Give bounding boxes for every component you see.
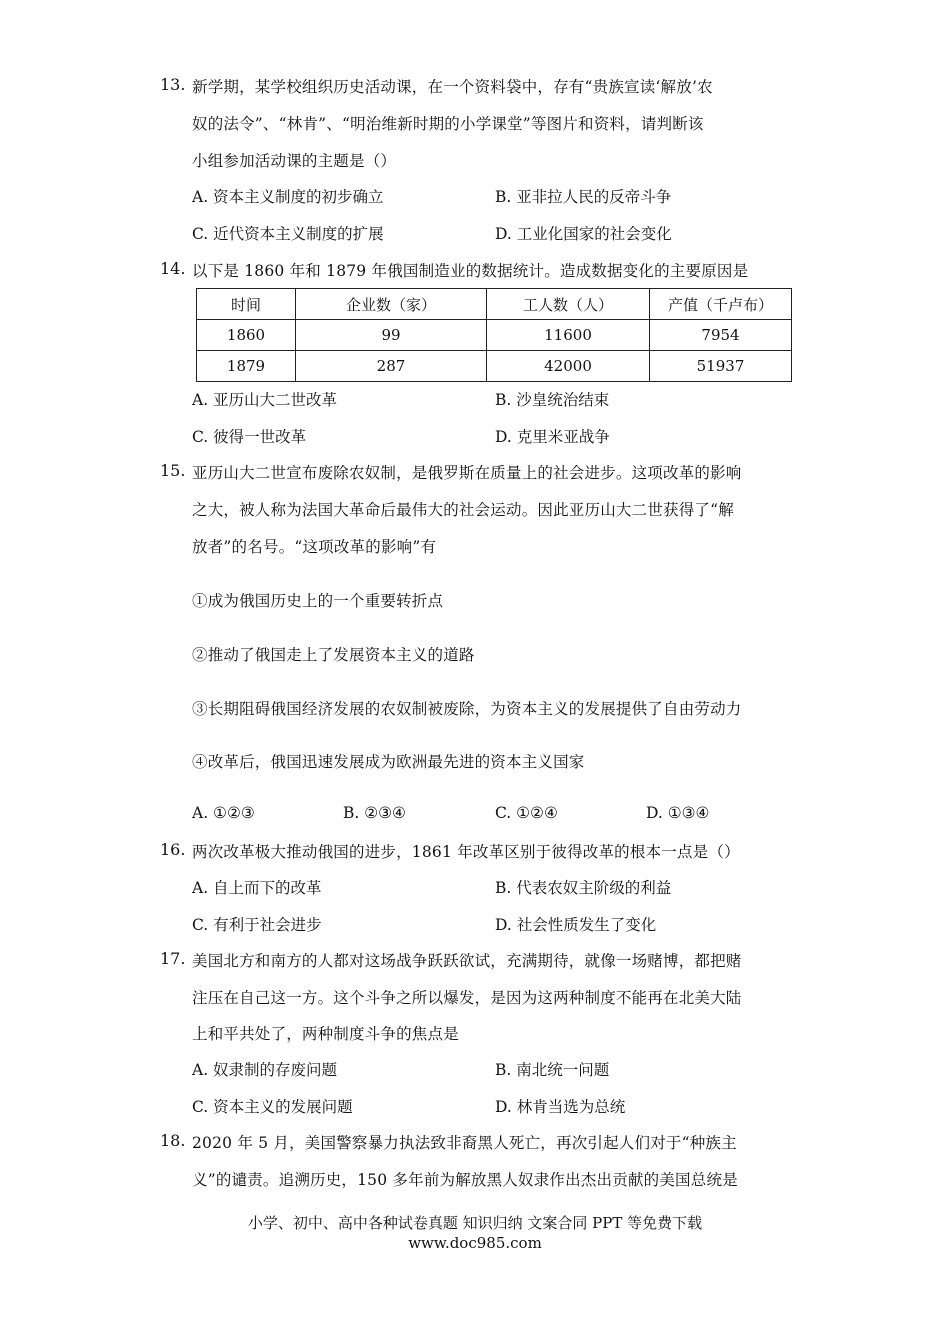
question-number: 15.: [160, 461, 186, 480]
option-d[interactable]: D. 克里米亚战争: [495, 428, 610, 446]
option-a[interactable]: A. 自上而下的改革: [192, 879, 322, 897]
data-table: [196, 288, 792, 382]
option-a[interactable]: A. 资本主义制度的初步确立: [192, 188, 384, 206]
table-cell: 287: [296, 351, 487, 382]
table-cell: 1860: [197, 320, 296, 351]
option-c[interactable]: C. ①②④: [495, 804, 558, 822]
statement-item: ③长期阻碍俄国经济发展的农奴制被废除，为资本主义的发展提供了自由劳动力: [192, 700, 742, 718]
footer-website-link[interactable]: www.doc985.com: [408, 1234, 542, 1252]
option-b[interactable]: B. 代表农奴主阶级的利益: [495, 879, 672, 897]
option-c[interactable]: C. 近代资本主义制度的扩展: [192, 225, 384, 243]
question-stem-line: 义”的谴责。追溯历史，150 多年前为解放黑人奴隶作出杰出贡献的美国总统是: [192, 1171, 738, 1189]
option-b[interactable]: B. 南北统一问题: [495, 1061, 610, 1079]
question-stem-line: 奴的法令”、“林肯”、“明治维新时期的小学课堂”等图片和资料，请判断该: [192, 115, 704, 133]
option-d[interactable]: D. 社会性质发生了变化: [495, 916, 657, 934]
statement-item: ②推动了俄国走上了发展资本主义的道路: [192, 646, 475, 664]
question-number: 17.: [160, 949, 186, 968]
option-c[interactable]: C. 彼得一世改革: [192, 428, 307, 446]
table-header-row: [197, 289, 792, 320]
question-stem-line: 上和平共处了，两种制度斗争的焦点是: [192, 1025, 459, 1043]
question-number: 13.: [160, 75, 186, 94]
question-stem-line: 放者”的名号。“这项改革的影响”有: [192, 538, 437, 556]
option-a[interactable]: A. 奴隶制的存废问题: [192, 1061, 338, 1079]
question-number: 16.: [160, 840, 186, 859]
question-stem-line: 两次改革极大推动俄国的进步，1861 年改革区别于彼得改革的根本一点是（）: [192, 843, 740, 861]
table-row: [197, 351, 792, 382]
question-stem-line: 之大，被人称为法国大革命后最伟大的社会运动。因此亚历山大二世获得了“解: [192, 501, 734, 519]
option-b[interactable]: B. ②③④: [343, 804, 406, 822]
option-d[interactable]: D. 工业化国家的社会变化: [495, 225, 672, 243]
question-stem-line: 小组参加活动课的主题是（）: [192, 152, 397, 170]
question-stem-line: 新学期，某学校组织历史活动课，在一个资料袋中，存有“贵族宣读‘解放’农: [192, 78, 713, 96]
question-stem-line: 以下是 1860 年和 1879 年俄国制造业的数据统计。造成数据变化的主要原因是: [192, 262, 749, 280]
option-b[interactable]: B. 亚非拉人民的反帝斗争: [495, 188, 672, 206]
statement-item: ④改革后，俄国迅速发展成为欧洲最先进的资本主义国家: [192, 753, 585, 771]
option-a[interactable]: A. 亚历山大二世改革: [192, 391, 338, 409]
option-a[interactable]: A. ①②③: [192, 804, 255, 822]
question-stem-line: 注压在自己这一方。这个斗争之所以爆发，是因为这两种制度不能再在北美大陆: [192, 989, 742, 1007]
table-cell: 7954: [650, 320, 792, 351]
table-cell: 99: [296, 320, 487, 351]
option-d[interactable]: D. ①③④: [646, 804, 710, 822]
table-cell: 11600: [487, 320, 650, 351]
question-number: 18.: [160, 1131, 186, 1150]
option-c[interactable]: C. 资本主义的发展问题: [192, 1098, 353, 1116]
question-stem-line: 美国北方和南方的人都对这场战争跃跃欲试，充满期待，就像一场赌博，都把赌: [192, 952, 742, 970]
option-b[interactable]: B. 沙皇统治结束: [495, 391, 610, 409]
question-stem-line: 亚历山大二世宣布废除农奴制，是俄罗斯在质量上的社会进步。这项改革的影响: [192, 464, 742, 482]
option-d[interactable]: D. 林肯当选为总统: [495, 1098, 626, 1116]
question-number: 14.: [160, 259, 186, 278]
option-c[interactable]: C. 有利于社会进步: [192, 916, 322, 934]
table-cell: 51937: [650, 351, 792, 382]
footer-promo-text: 小学、初中、高中各种试卷真题 知识归纳 文案合同 PPT 等免费下载: [247, 1214, 703, 1232]
table-row: [197, 320, 792, 351]
table-cell: 1879: [197, 351, 296, 382]
table-header-cell: 企业数（家）: [296, 289, 487, 320]
table-header-cell: 工人数（人）: [487, 289, 650, 320]
table-header-cell: 时间: [197, 289, 296, 320]
statement-item: ①成为俄国历史上的一个重要转折点: [192, 592, 444, 610]
table-cell: 42000: [487, 351, 650, 382]
table-header-cell: 产值（千卢布）: [650, 289, 792, 320]
question-stem-line: 2020 年 5 月，美国警察暴力执法致非裔黑人死亡，再次引起人们对于“种族主: [192, 1134, 737, 1152]
